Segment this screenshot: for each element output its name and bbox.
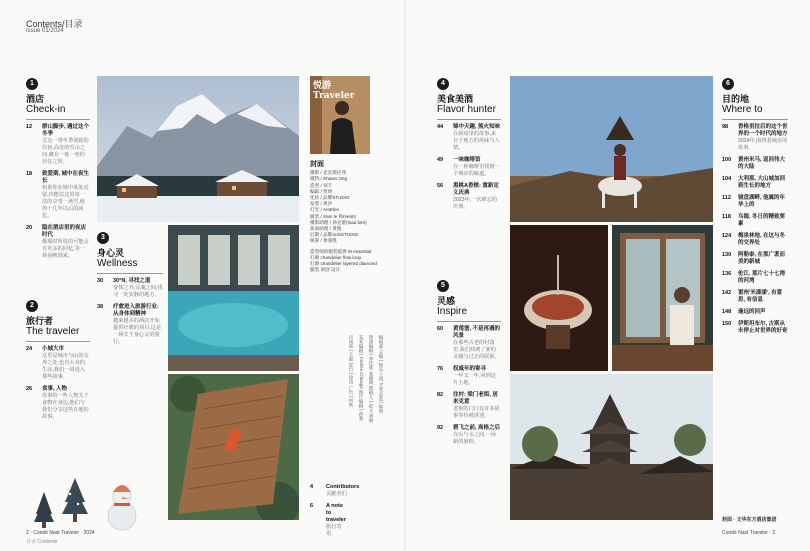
vertical-credits-2: 资深编辑 | 李佳欣 张晓明 撰稿人 | 赵文 刘丽 <box>369 335 374 423</box>
page-number: 130 <box>722 252 732 258</box>
section-title-cn: 酒店 <box>26 94 45 104</box>
page-number: 24 <box>26 346 33 352</box>
cover-note: 灯源 chandelier layered diamond <box>310 261 377 267</box>
toc-entry[interactable] <box>97 304 163 346</box>
section-traveler <box>26 300 90 426</box>
indoor-pool-photo <box>168 225 299 371</box>
winter-illustration <box>30 470 150 532</box>
issue-number: Issue 01/2024 <box>26 28 64 34</box>
toc-entry[interactable] <box>310 484 360 498</box>
section-title-en: Wellness <box>97 258 163 274</box>
entry-title: 锦中天趣, 熊火知味 <box>453 124 501 130</box>
entry-title: 黄州米马, 返回伟大的大陆 <box>738 157 786 170</box>
page-number: 142 <box>722 290 732 296</box>
credit-line: 造型 / 刘丰 <box>310 182 333 188</box>
page-number: 92 <box>437 425 444 431</box>
section-title-en: The traveler <box>26 326 90 342</box>
section-flavor-hunter <box>437 78 501 216</box>
front-matter-list <box>310 484 360 543</box>
page-number: 4 <box>310 484 314 490</box>
section-title-cn: 灵感 <box>437 296 456 306</box>
cover-credit-label: 封面 · 文华东方酒店集团 <box>722 517 777 523</box>
entry-desc: 一年又一年,回到这片土地。 <box>453 373 496 386</box>
toc-entry[interactable] <box>26 386 90 421</box>
credit-line: 发型 / 黄沙 <box>310 201 333 207</box>
entry-desc: 在山与水之间,一场新的旅程。 <box>453 432 496 445</box>
section-title-en: Where to <box>722 104 788 120</box>
credit-line: 编辑 / 贾妍 <box>310 188 333 194</box>
toc-entry[interactable] <box>437 392 501 420</box>
page-number: 136 <box>722 271 732 277</box>
page-number: 18 <box>26 171 33 177</box>
section-number: 3 <box>97 232 109 244</box>
entry-title: 香格里拉后的这个世界的一个时代的地方 <box>738 124 788 137</box>
entry-title: 镜盘湖畔, 他属的年华上的 <box>738 195 786 208</box>
entry-title: 雷州'米漾漾', 有意思, 有信息 <box>738 290 783 303</box>
toc-entry[interactable] <box>722 124 788 152</box>
credit-line: 服装 / Sam le 和ment4 <box>310 213 356 219</box>
page-number: 56 <box>437 183 444 189</box>
section-number: 1 <box>26 78 38 90</box>
entry-desc: 旅行寄语 <box>326 524 342 537</box>
section-title-cn: 身心灵 <box>97 248 125 258</box>
entry-desc: 2024年,围绕着城市的故事。 <box>738 138 788 151</box>
entry-title: 乌海, 冬日的精致要素 <box>738 214 786 227</box>
page-number: 60 <box>437 326 444 332</box>
entry-title: 碧飞之前, 高格之后 <box>453 425 501 431</box>
section-title-cn: 目的地 <box>722 94 750 104</box>
toc-entry[interactable] <box>26 124 90 166</box>
page-number: 20 <box>26 225 33 231</box>
page-number: 30 <box>97 278 104 284</box>
section-check-in <box>26 78 90 265</box>
page-number: 148 <box>722 309 732 315</box>
entry-title: Contributors <box>326 484 360 490</box>
section-title-en: Check-in <box>26 104 90 120</box>
toc-entry[interactable] <box>722 233 788 247</box>
entry-desc: 身体之外,灵魂之间,找寻一处安静的地方。 <box>113 285 163 298</box>
toc-entry[interactable] <box>722 309 788 316</box>
credit-line: 摄影助理 / 孙克蕾(Isaa ben) <box>310 219 367 225</box>
eagle-hunter-photo <box>510 76 713 222</box>
section-number: 2 <box>26 300 38 312</box>
toc-entry[interactable] <box>722 252 788 266</box>
cover-credits <box>310 162 390 273</box>
page-number: 76 <box>437 366 444 372</box>
toc-entry[interactable] <box>97 278 163 299</box>
section-title-en: Flavor hunter <box>437 104 501 120</box>
pagoda-village-photo <box>510 374 713 520</box>
vertical-credits-4: 市场部 | 王磊 发行 | 徐涛 广告 | 何欣 <box>349 335 354 408</box>
toc-entry[interactable] <box>437 157 501 178</box>
credit-line: 统筹 / 黄睿凯 <box>310 238 337 244</box>
section-number: 6 <box>722 78 734 90</box>
cover-heading: 封面 <box>310 161 324 168</box>
section-wellness <box>97 232 163 351</box>
section-title-cn: 旅行者 <box>26 316 54 326</box>
entry-title: 隐在酒店里的夜店时代 <box>42 225 87 238</box>
toc-entry[interactable] <box>722 195 788 209</box>
cover-note: 服装 原创 设计 <box>310 267 341 273</box>
entry-desc: 在一杯咖啡里找到一个城市的味道。 <box>453 164 500 177</box>
toc-entry[interactable] <box>26 225 90 260</box>
section-title-en: Inspire <box>437 306 501 322</box>
man-window-photo <box>612 225 713 371</box>
entry-title: 伊斯坦布尔, 古斯从未停止对世界的好奇 <box>738 321 788 334</box>
page-title: Contents/目录 <box>26 19 83 29</box>
entry-title: 疗愈进入旅游行业: 从身体到精神 <box>113 304 159 317</box>
footer-right: Condé Nast Traveler · 3 <box>722 530 776 536</box>
entry-title: 权威年的寄寻 <box>453 366 487 372</box>
entry-desc: 越来越多的酒店开始提供疗愈的项目,这是一场关于身心灵的旅行。 <box>113 318 162 345</box>
credit-line: 摄影 / 克里斯托弗 <box>310 170 346 176</box>
page-number: 44 <box>437 124 444 130</box>
entry-title: 伦江, 那片七十七湾的河湾 <box>738 271 786 284</box>
page-number: 104 <box>722 176 732 182</box>
entry-title: 一味咖啡馆 <box>453 157 481 163</box>
entry-desc: 故事的一些人物关于食物在身边,他们与我们分享这些在地的故事。 <box>42 393 89 420</box>
entry-title: 黄莲堡, 不是再遇的风景 <box>453 326 501 339</box>
toc-entry[interactable] <box>722 321 788 335</box>
mountain-chalet-photo <box>97 76 299 222</box>
entry-title: 逢远的回声 <box>738 309 766 315</box>
entry-title: 阿勒泰, 在那广袤而美的新城 <box>738 252 786 265</box>
cover-note: 灯源 chandelier flow loop <box>310 254 362 260</box>
toc-entry[interactable] <box>437 326 501 361</box>
page-number: 82 <box>437 392 444 398</box>
footer-left: 2 · Condé Nast Traveler · 2024 <box>26 530 95 536</box>
entry-desc: 如果你在城中某处逗留,你能以这里每一次的享受一场雪,值得十几年以后的回忆。 <box>42 185 89 219</box>
cover-thumbnail[interactable] <box>310 76 370 154</box>
page-gutter <box>404 0 406 551</box>
toc-entry[interactable] <box>437 366 501 387</box>
toc-entry[interactable] <box>722 157 788 171</box>
entry-title: 30°N, 寻找之道 <box>113 278 151 284</box>
toc-entry[interactable] <box>722 214 788 228</box>
entry-title: 致爱期, 城中在夜生长 <box>42 171 90 184</box>
vertical-credits-1: 编辑部 主编 | 杨乐 王琪 艺术总监 | 陈明 <box>379 335 384 414</box>
toc-entry[interactable] <box>722 271 788 285</box>
credit-line: 化妆 / 品牌STUDIO <box>310 195 350 201</box>
hot-pot-photo <box>510 225 608 371</box>
page-number: 6 <box>310 503 314 509</box>
credit-line: 妆面助理 / 黄燕 <box>310 226 342 232</box>
toc-entry[interactable] <box>437 124 501 152</box>
entry-desc: 艾克一带冬季别致的住宿,高处的雪山之间,藏有一栋一座的居住之所。 <box>42 138 89 165</box>
entry-title: 大利那, 大山城加回到生长的地方 <box>738 176 786 189</box>
cover-mag-title: 悦游 Traveler <box>313 81 355 101</box>
section-number: 5 <box>437 280 449 292</box>
wooden-deck-photo <box>168 374 299 520</box>
credit-line: 灯光 / AmElen <box>310 207 340 213</box>
section-title-cn: 美食美酒 <box>437 94 474 104</box>
entry-desc: 在那些古老的村落里,我们找到了新的灵感与过去的联系。 <box>453 340 500 360</box>
page-number: 118 <box>722 214 731 220</box>
footer-left-sub: 目录 Contents <box>26 539 58 545</box>
page-number: 100 <box>722 157 732 163</box>
page-number: 38 <box>97 304 104 310</box>
toc-entry[interactable] <box>26 171 90 220</box>
cover-note: 造型师的服装提供 M essential <box>310 248 372 254</box>
entry-desc: 在厨房里的故事,来自于地方的风味与人情。 <box>453 131 500 151</box>
vertical-credits-3: 美术编辑 | Andrés Chicago 图片编辑 | 孙强 <box>359 335 364 421</box>
credit-line: 后期 / 品牌JUSSTUDIO <box>310 232 359 238</box>
entry-title: 梅泉林地, 在这与冬的交界处 <box>738 233 786 246</box>
page-number: 98 <box>722 124 729 130</box>
toc-entry[interactable] <box>722 290 788 304</box>
toc-entry[interactable] <box>437 425 501 446</box>
entry-desc: 2023年,一次难忘的庆典。 <box>453 197 498 210</box>
entry-title: 食事, 人物 <box>42 386 68 392</box>
credit-line: 模特 / Shawn Ong <box>310 176 348 182</box>
section-inspire <box>437 280 501 451</box>
entry-title: 住村: 梁门老街, 居来克意 <box>453 392 498 405</box>
page-number: 49 <box>437 157 444 163</box>
entry-desc: 这里是城市与山的交界之处,也有大众的生活,我们一同进入那些故事。 <box>42 353 89 380</box>
toc-entry[interactable] <box>722 176 788 190</box>
toc-entry[interactable] <box>310 503 346 538</box>
entry-title: 小城大市 <box>42 346 65 352</box>
entry-title: 群山脚步, 遇过这个冬季 <box>42 124 90 137</box>
section-where-to <box>722 78 788 340</box>
entry-desc: 老街的门口有许多故事等待被讲述。 <box>453 406 500 419</box>
page-number: 112 <box>722 195 731 201</box>
entry-desc: 像那时所说的可能会有更多的回忆,等一场夜晚到来。 <box>42 239 89 259</box>
page-number: 150 <box>722 321 732 327</box>
entry-title: 黑桃A香槟: 重新定义庆典 <box>453 183 499 196</box>
page-number: 124 <box>722 233 732 239</box>
toc-entry[interactable] <box>26 346 90 381</box>
entry-desc: 贡献者们 <box>326 491 347 497</box>
section-number: 4 <box>437 78 449 90</box>
page-number: 12 <box>26 124 33 130</box>
page-number: 26 <box>26 386 33 392</box>
entry-title: A note to traveler <box>326 503 346 523</box>
toc-entry[interactable] <box>437 183 501 211</box>
